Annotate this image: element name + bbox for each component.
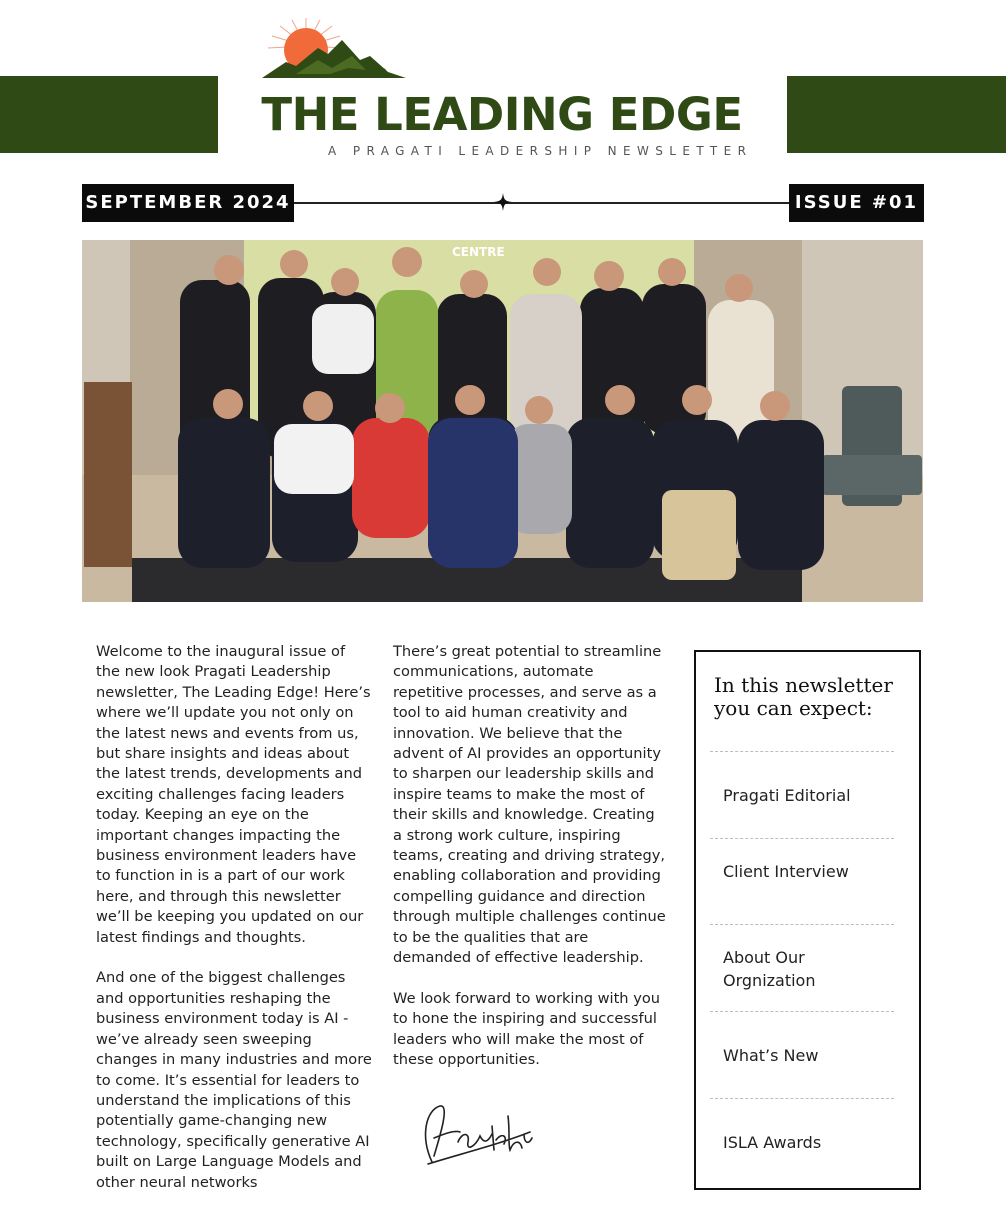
contents-item-interview[interactable]: Client Interview	[723, 862, 849, 881]
date-bar	[82, 184, 924, 222]
issue-number: ISSUE #01	[789, 184, 924, 222]
dashed-divider	[710, 1098, 894, 1099]
newsletter-subtitle: A PRAGATI LEADERSHIP NEWSLETTER	[328, 144, 753, 158]
contents-item-about[interactable]: About Our Orgnization	[723, 948, 816, 990]
contents-item-whats-new[interactable]: What’s New	[723, 1046, 819, 1065]
dashed-divider	[710, 1011, 894, 1012]
sparkle-icon	[494, 193, 512, 211]
article-paragraph: We look forward to working with you to hone the inspiring and successful leaders who will make the most of these opportunities.	[393, 989, 661, 1069]
masthead-logo	[244, 14, 760, 164]
divider-rule	[294, 202, 789, 204]
signature	[410, 1096, 535, 1168]
newsletter-title: THE LEADING EDGE	[261, 88, 743, 141]
newsletter-contents	[694, 650, 921, 1190]
header-band-right	[787, 76, 1006, 153]
screen-text: CENTRE	[452, 245, 505, 259]
header-band-left	[0, 76, 218, 153]
article-paragraph: Welcome to the inaugural issue of the new look Pragati Leadership newsletter, The Leading Edge! Here’s where we’ll update you not only on the latest news and events from us, but share insights and ideas about the latest trends, developments and exciting challenges facing leaders today. Keeping an eye on the important changes impacting the business environment leaders have to function in is a part of our work here, and through this newsletter we’ll be keeping you updated on our latest findings and thoughts.	[96, 643, 371, 946]
article-column-1	[96, 642, 372, 1213]
team-photo-illustration	[82, 240, 923, 602]
contents-title: In this newsletter you can expect:	[714, 673, 893, 720]
issue-date: SEPTEMBER 2024	[82, 184, 294, 222]
article-paragraph: And one of the biggest challenges and opportunities reshaping the business environment today is AI - we’ve already seen sweeping changes in many industries and more to come. It’s essential for leaders to understand the implications of this potentially game-changing new technology, specifically generative AI built on Large Language Models and other neural networks	[96, 969, 372, 1191]
contents-item-editorial[interactable]: Pragati Editorial	[723, 786, 851, 805]
article-column-2	[393, 642, 668, 1091]
team-photo	[82, 240, 923, 602]
contents-item-isla-awards[interactable]: ISLA Awards	[723, 1133, 822, 1152]
article-paragraph: There’s great potential to streamline communications, automate repetitive processes, and serve as a tool to aid human creativity and innovation. We believe that the advent of AI provides an opportunity to sharpen our leadership skills and inspire teams to make the most of their skills and knowledge. Creating a strong work culture, inspiring teams, creating and driving strategy, enabling collaboration and providing compelling guidance and direction through multiple challenges continue to be the qualities that are demanded of effective leadership.	[393, 643, 666, 967]
mountain-sun-icon	[256, 16, 416, 84]
dashed-divider	[710, 924, 894, 925]
dashed-divider	[710, 838, 894, 839]
dashed-divider	[710, 751, 894, 752]
